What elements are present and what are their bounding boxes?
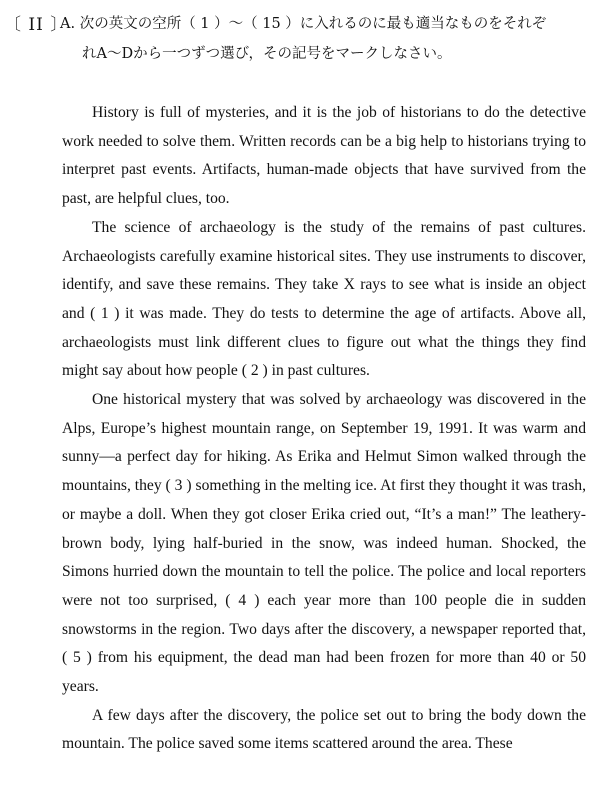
paragraph-4: A few days after the discovery, the police set out to bring the body down the mountain. The police saved some items scattered around the area. These [62,706,586,753]
paragraph-2: The science of archaeology is the study of the remains of past cultures. Archaeologists carefully examine historical sites. They use instruments to discover, identify, and save these remains. They take X rays to see what is inside an object and ( 1 ) it was made. They do tests to determine the age of artifacts. Above all, archaeologists must link different clues to figure out what the things they find might say about how people ( 2 ) in past cultures. [62,218,586,380]
paragraph-3: One historical mystery that was solved by archaeology was discovered in the Alps, Europe’s highest mountain range, on September 19, 1991. It was warm and sunny—a perfect day for hiking. As Erika and Helmut Simon walked through the mountains, they ( 3 ) something in the melting ice. At first they thought it was trash, or maybe a doll. When they got closer Erika cried out, “It’s a man!” The leathery-brown body, lying half-buried in the snow, was indeed human. Shocked, the Simons hurried down the mountain to tell the police. The police and local reporters were not too surprised, ( 4 ) each year more than 100 people die in sudden snowstorms in the region. Two days after the discovery, a newspaper reported that, ( 5 ) from his equipment, the dead man had been frozen for more than 40 or 50 years. [62,391,586,696]
paragraph-1: History is full of mysteries, and it is the job of historians to do the detective work needed to solve them. Written records can be a big help to historians trying to interpret past events. Artifacts, human-made objects that have survived from the past, are helpful clues, too. [62,104,586,208]
instruction-line-2: れA〜Dから一つずつ選び，その記号をマークしなさい。 [82,46,452,62]
instruction-line-1: A. 次の英文の空所（ 1 ）〜（ 15 ）に入れるのに最も適当なものをそれぞ [60,16,547,32]
reading-passage [62,99,586,759]
section-number: 〔 II 〕 [4,15,69,35]
